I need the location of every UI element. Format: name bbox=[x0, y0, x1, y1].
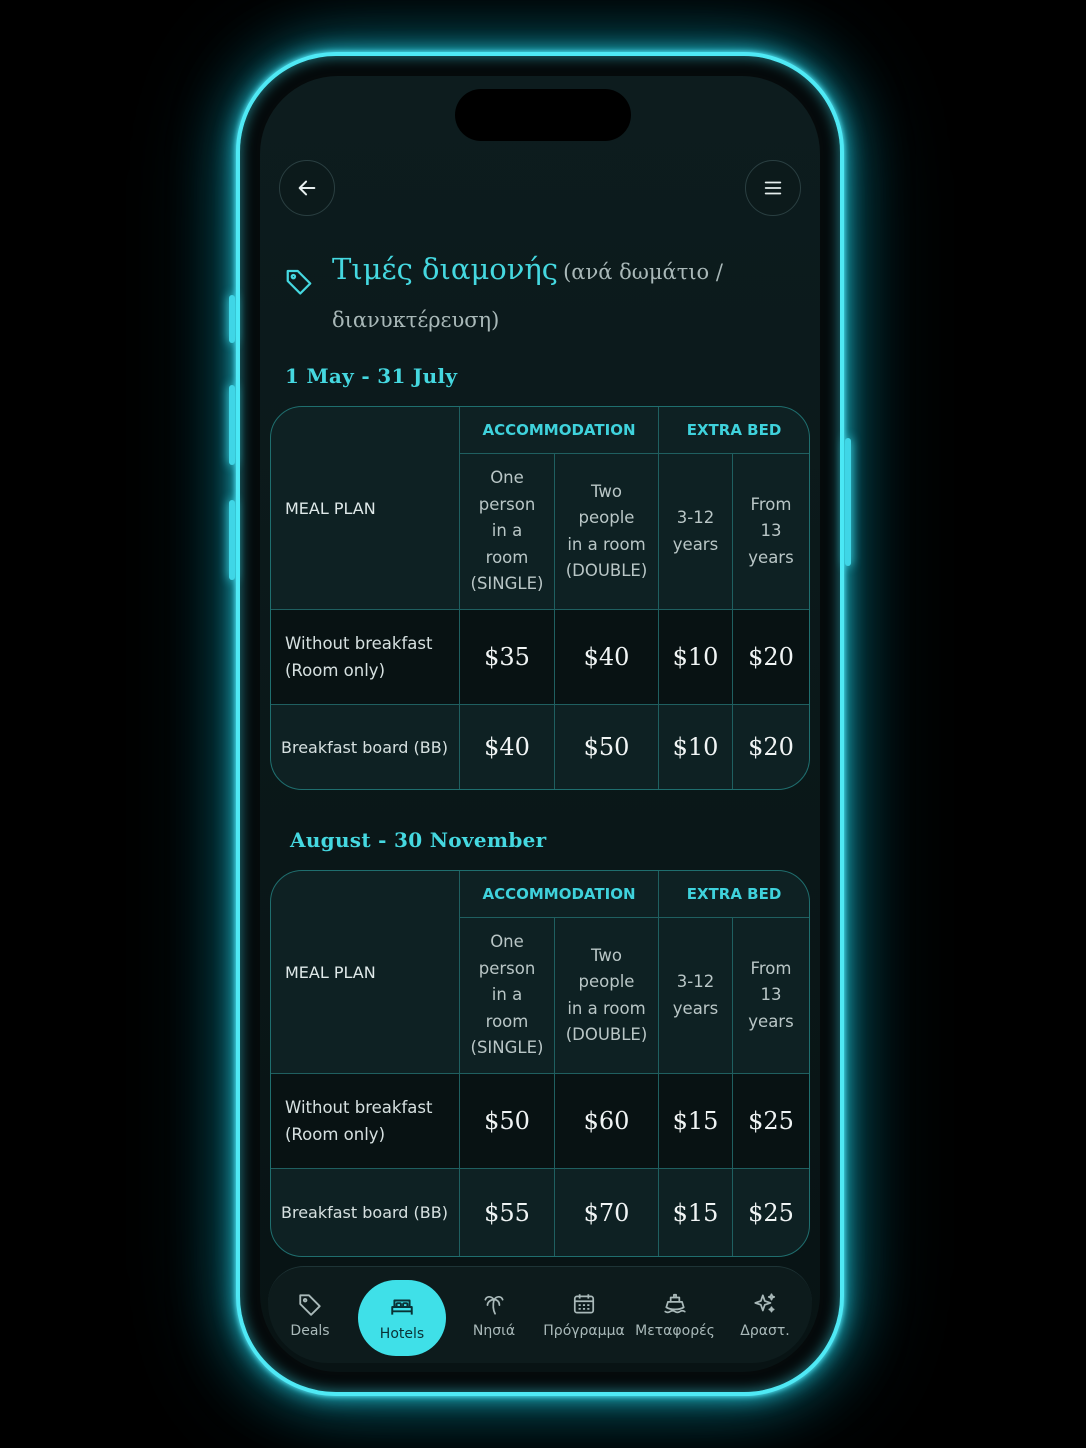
back-button[interactable] bbox=[279, 160, 335, 216]
title-sub-1: (ανά δωμάτιο / bbox=[563, 260, 723, 284]
price-table-1 bbox=[270, 406, 810, 790]
arrow-left-icon bbox=[296, 177, 318, 199]
price-cell: $10 bbox=[659, 705, 733, 789]
tag-icon bbox=[297, 1291, 323, 1317]
column-double: Two people in a room (DOUBLE) bbox=[555, 918, 659, 1074]
price-cell: $60 bbox=[555, 1074, 659, 1169]
extra-bed-header: EXTRA BED bbox=[659, 871, 809, 918]
price-cell: $55 bbox=[460, 1169, 555, 1256]
price-cell: $15 bbox=[659, 1169, 733, 1256]
side-button-left-1 bbox=[229, 295, 235, 343]
price-cell: $50 bbox=[460, 1074, 555, 1169]
nav-item-activities[interactable] bbox=[725, 1277, 805, 1353]
column-single: One person in a room (SINGLE) bbox=[460, 454, 555, 610]
menu-button[interactable] bbox=[745, 160, 801, 216]
column-single: One person in a room (SINGLE) bbox=[460, 918, 555, 1074]
calendar-icon bbox=[571, 1291, 597, 1317]
accommodation-header: ACCOMMODATION bbox=[460, 407, 659, 454]
bed-icon bbox=[389, 1294, 415, 1320]
price-cell: $40 bbox=[460, 705, 555, 789]
accommodation-header: ACCOMMODATION bbox=[460, 871, 659, 918]
hamburger-menu-icon bbox=[762, 177, 784, 199]
price-cell: $10 bbox=[659, 610, 733, 705]
price-table-2 bbox=[270, 870, 810, 1257]
title-main: Τιμές διαμονής bbox=[332, 252, 559, 286]
extra-bed-header: EXTRA BED bbox=[659, 407, 809, 454]
row-label-bb: Breakfast board (BB) bbox=[271, 1169, 460, 1256]
price-cell: $40 bbox=[555, 610, 659, 705]
row-label-bb: Breakfast board (BB) bbox=[271, 705, 460, 789]
nav-label: Hotels bbox=[379, 1326, 425, 1342]
price-cell: $25 bbox=[733, 1074, 809, 1169]
column-adult: From 13 years bbox=[733, 918, 809, 1074]
side-button-left-3 bbox=[229, 500, 235, 580]
nav-item-islands[interactable] bbox=[454, 1277, 534, 1353]
nav-item-schedule[interactable] bbox=[544, 1277, 624, 1353]
sparkles-icon bbox=[752, 1291, 778, 1317]
price-cell: $25 bbox=[748, 1198, 794, 1227]
nav-item-deals[interactable] bbox=[270, 1277, 350, 1353]
nav-item-hotels[interactable] bbox=[358, 1280, 446, 1356]
ferry-icon bbox=[662, 1291, 688, 1317]
row-label-room-only: Without breakfast (Room only) bbox=[271, 610, 460, 705]
period-label-1: 1 May - 31 July bbox=[285, 364, 458, 388]
bottom-nav bbox=[268, 1266, 812, 1363]
nav-label: Νησιά bbox=[472, 1323, 516, 1339]
price-cell: $70 bbox=[555, 1169, 659, 1256]
period-label-2: August - 30 November bbox=[290, 828, 547, 852]
price-cell: $20 bbox=[748, 733, 794, 761]
palm-tree-icon bbox=[481, 1291, 507, 1317]
price-cell: $15 bbox=[659, 1074, 733, 1169]
side-button-left-2 bbox=[229, 385, 235, 465]
title-sub-2: διανυκτέρευση) bbox=[332, 308, 500, 332]
nav-label: Μεταφορές bbox=[635, 1323, 715, 1339]
column-child: 3-12 years bbox=[659, 454, 733, 610]
nav-label: Δραστ. bbox=[740, 1323, 790, 1339]
price-cell: $35 bbox=[460, 610, 555, 705]
meal-plan-header: MEAL PLAN bbox=[271, 871, 460, 1074]
app-screen bbox=[260, 76, 820, 1372]
column-double: Two people in a room (DOUBLE) bbox=[555, 454, 659, 610]
price-cell: $50 bbox=[555, 705, 659, 789]
dynamic-island bbox=[455, 89, 631, 141]
nav-label: Πρόγραμμα bbox=[543, 1323, 625, 1339]
price-cell: $20 bbox=[733, 610, 809, 705]
nav-item-transfers[interactable] bbox=[635, 1277, 715, 1353]
side-button-right bbox=[845, 438, 851, 566]
meal-plan-header: MEAL PLAN bbox=[271, 407, 460, 610]
column-child: 3-12 years bbox=[659, 918, 733, 1074]
row-label-room-only: Without breakfast (Room only) bbox=[271, 1074, 460, 1169]
price-tag-icon bbox=[284, 266, 314, 296]
nav-label: Deals bbox=[290, 1323, 330, 1339]
column-adult: From 13 years bbox=[733, 454, 809, 610]
